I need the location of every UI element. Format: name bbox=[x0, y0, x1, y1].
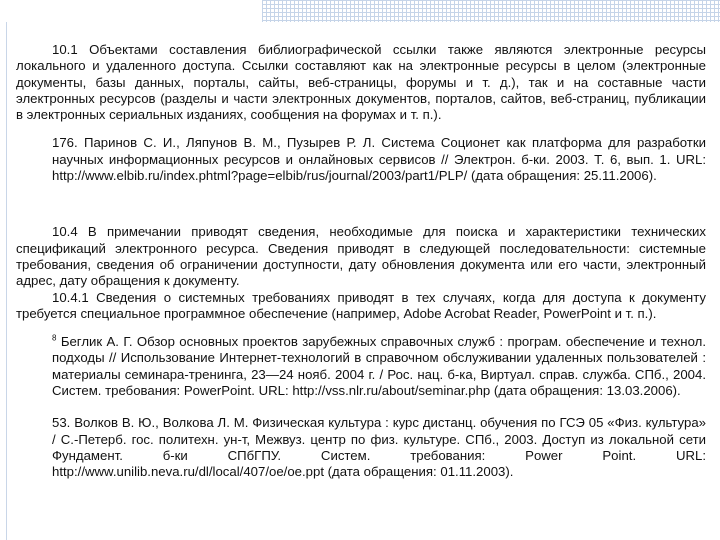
reference-8-text: Беглик А. Г. Обзор основных проектов зарубежных справочных служб : програм. обеспечение и технол. подходы // Использование Интернет-технологий в справочном обслуживании удаленных пользователей : материалы семинара-тренинга, 23—24 нояб. 2004 г. / Рос. нац. б-ка, Виртуал. справ. служба. СПб., 2004. Систем. требования: PowerPoint. URL: http://vss.nlr.ru/about/seminar.php (дата обращения: 13.03.2006). bbox=[52, 334, 706, 399]
example-reference-53: 53. Волков В. Ю., Волкова Л. М. Физическая культура : курс дистанц. обучения по ГСЭ 05 «Физ. культура» / С.-Петерб. гос. политехн. ун-т, Межвуз. центр по физ. культуре. СПб., 2003. Доступ из локальной сети Фундамент. б-ки СПбГПУ. Систем. требования: Power Point. URL: http://www.unilib.neva.ru/dl/local/407/oe/oe.ppt (дата обращения: 01.11.2003). bbox=[52, 415, 706, 480]
example-reference-8 bbox=[16, 334, 706, 399]
paragraph-10-4: 10.4 В примечании приводят сведения, необходимые для поиска и характеристики технических спецификаций электронного ресурса. Сведения приводят в следующей последовательности: системные требования, сведения об ограничении доступности, дату обновления документа или его части, электронный адрес, дату обращения к документу. bbox=[16, 224, 706, 289]
footnote-number: 8 bbox=[52, 333, 57, 343]
example-reference-176: 176. Паринов С. И., Ляпунов В. М., Пузырев Р. Л. Система Соционет как платформа для разработки научных информационных ресурсов и онлайновых сервисов // Электрон. б-ки. 2003. Т. 6, вып. 1. URL: http://www.elbib.ru/index.phtml?page=elbib/rus/journal/2003/part1/PLP/ (дата обращения: 25.11.2006). bbox=[52, 135, 706, 184]
decorative-grid-strip bbox=[262, 0, 720, 22]
paragraph-10-1: 10.1 Объектами составления библиографической ссылки также являются электронные ресурсы локального и удаленного доступа. Ссылки составляют как на электронные ресурсы в целом (электронные документы, базы данных, порталы, сайты, веб-страницы, форумы и т. д.), так и на составные части электронных ресурсов (разделы и части электронных документов, порталов, сайтов, веб-страниц, публикации в электронных сериальных изданиях, сообщения на форумах и т. п.). bbox=[16, 42, 706, 123]
paragraph-10-4-1: 10.4.1 Сведения о системных требованиях приводят в тех случаях, когда для доступа к документу требуется специальное программное обеспечение (например, Adobe Acrobat Reader, PowerPoint и т. п.). bbox=[16, 289, 706, 321]
document-body bbox=[16, 42, 706, 481]
left-frame-line bbox=[6, 22, 7, 540]
